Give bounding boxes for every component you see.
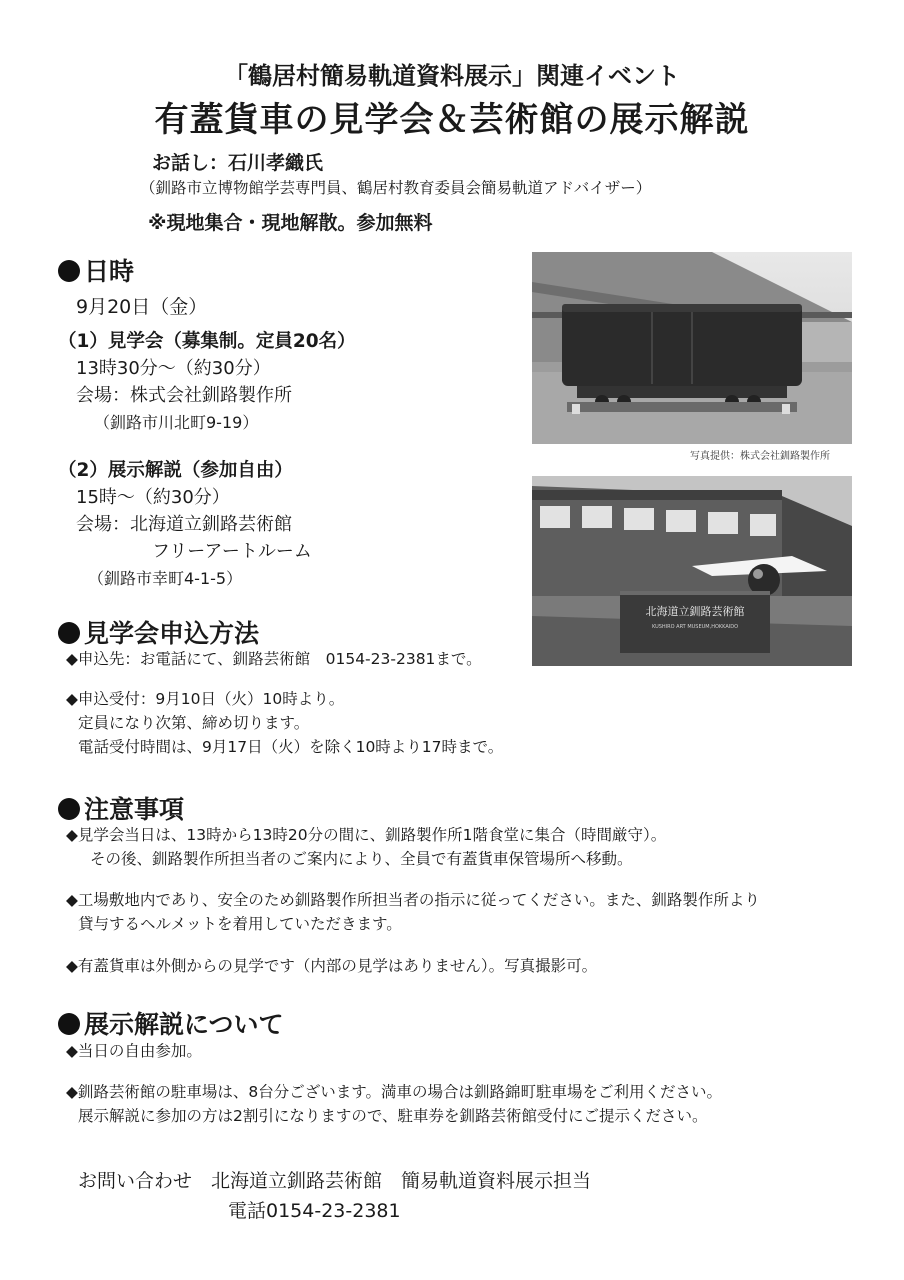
notes-item2-line2: 貸与するヘルメットを着用していただきます。 [78, 915, 402, 933]
notes-item3: ◆有蓋貨車は外側からの見学です（内部の見学はありません）。写真撮影可。 [66, 957, 598, 975]
exhibition-heading-label: 展示解説について [84, 1010, 284, 1039]
museum-sign-text: 北海道立釧路芸術館 [645, 605, 745, 618]
notes-item1-line2: その後、釧路製作所担当者のご案内により、全員で有蓋貨車保管場所へ移動。 [90, 850, 633, 868]
photo-credit: 写真提供：株式会社釧路製作所 [690, 451, 830, 462]
event-subtitle: 「鶴居村簡易軌道資料展示」関連イベント [224, 62, 680, 90]
talk-venue: 会場：北海道立釧路芸術館 [76, 514, 292, 535]
bullet-dot-icon [58, 622, 80, 644]
museum-sign-en-text: KUSHIRO ART MUSEUM,HOKKAIDO [651, 624, 739, 630]
exhibition-heading [58, 1005, 284, 1041]
tour-title: （1）見学会（募集制。定員20名） [58, 331, 356, 352]
exhibition-item1: ◆当日の自由参加。 [66, 1042, 202, 1060]
talk-title: （2）展示解説（参加自由） [58, 460, 293, 481]
application-reception: ◆申込受付：9月10日（火）10時より。 [66, 690, 345, 708]
application-hours: 電話受付時間は、9月17日（火）を除く10時より17時まで。 [78, 738, 504, 756]
bullet-dot-icon [58, 260, 80, 282]
application-contact: ◆申込先：お電話にて、釧路芸術館 0154-23-2381まで。 [66, 650, 482, 668]
notes-item1-line1: ◆見学会当日は、13時から13時20分の間に、釧路製作所1階食堂に集合（時間厳守）。 [66, 826, 667, 844]
speaker: お話し：石川孝織氏 [152, 152, 324, 174]
exhibition-item2-line1: ◆釧路芸術館の駐車場は、8台分ございます。満車の場合は釧路錦町駐車場をご利用ください。 [66, 1083, 723, 1101]
speaker-role: （釧路市立博物館学芸専門員、鶴居村教育委員会簡易軌道アドバイザー） [140, 179, 652, 197]
bullet-dot-icon [58, 1013, 80, 1035]
bullet-dot-icon [58, 798, 80, 820]
tour-address: （釧路市川北町9-19） [94, 413, 259, 432]
talk-time: 15時～（約30分） [76, 487, 230, 508]
schedule-heading [58, 252, 134, 288]
tour-venue: 会場：株式会社釧路製作所 [76, 385, 292, 406]
notes-heading-label: 注意事項 [84, 795, 185, 824]
event-date: 9月20日（金） [76, 296, 208, 318]
inquiry-phone: 電話0154-23-2381 [228, 1200, 401, 1222]
tour-time: 13時30分～（約30分） [76, 358, 271, 379]
talk-venue-room: フリーアートルーム [152, 541, 312, 562]
page-title: 有蓋貨車の見学会＆芸術館の展示解説 [154, 100, 750, 140]
freight-car-photo [532, 252, 852, 444]
art-museum-photo [532, 476, 852, 666]
inquiry-label: お問い合わせ 北海道立釧路芸術館 簡易軌道資料展示担当 [78, 1170, 592, 1192]
application-heading [58, 614, 259, 650]
application-capacity: 定員になり次第、締め切ります。 [78, 714, 310, 732]
schedule-heading-label: 日時 [84, 257, 135, 286]
notes-item2-line1: ◆工場敷地内であり、安全のため釧路製作所担当者の指示に従ってください。また、釧路製作所より [66, 891, 760, 909]
attendance-notice: ※現地集合・現地解散。参加無料 [148, 212, 433, 234]
exhibition-item2-line2: 展示解説に参加の方は2割引になりますので、駐車券を釧路芸術館受付にご提示ください。 [78, 1107, 708, 1125]
notes-heading [58, 790, 184, 826]
talk-address: （釧路市幸町4-1-5） [88, 569, 243, 588]
application-heading-label: 見学会申込方法 [84, 619, 260, 648]
